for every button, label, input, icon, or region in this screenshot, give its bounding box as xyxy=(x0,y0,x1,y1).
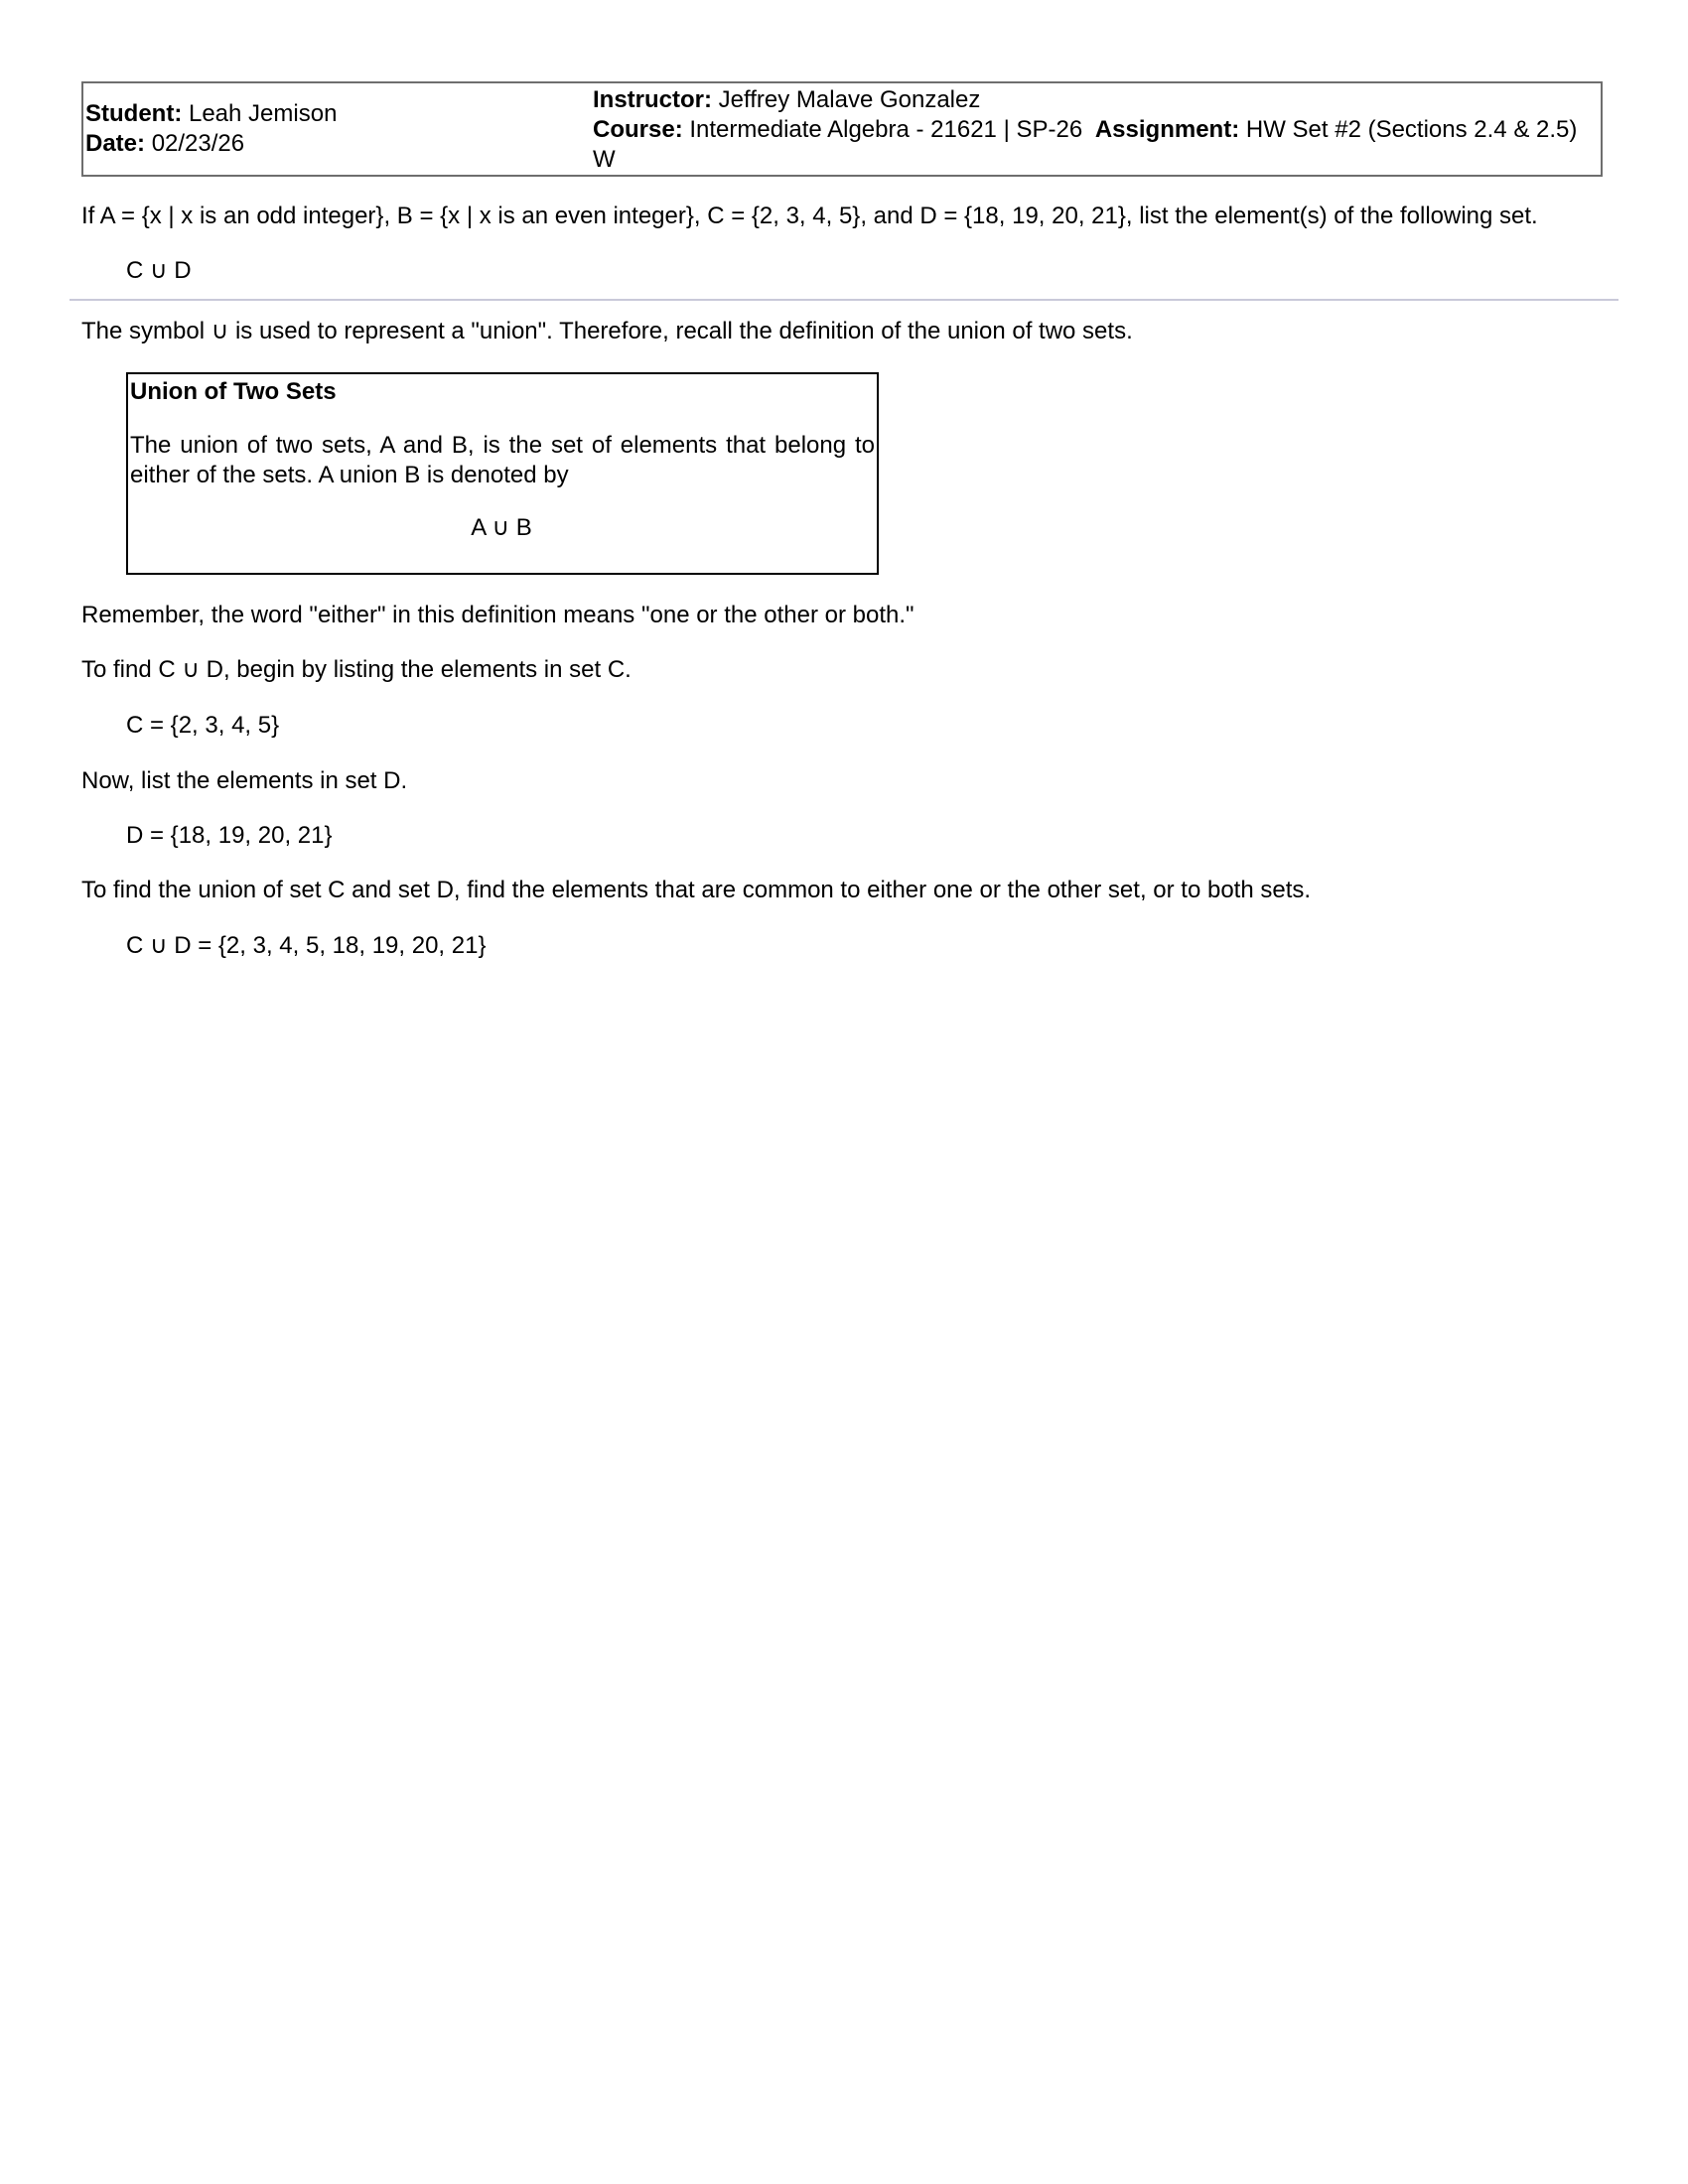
assignment-label: Assignment: xyxy=(1094,116,1240,143)
definition-title: Union of Two Sets xyxy=(130,378,337,405)
definition-notation: A ∪ B xyxy=(471,514,532,541)
instructor-label: Instructor: xyxy=(593,86,712,113)
step-c-text: To find C ∪ D, begin by listing the elements in set C. xyxy=(81,656,632,683)
definition-body: The union of two sets, A and B, is the set of elements that belong to either of the sets. A union B is denoted by xyxy=(130,432,875,488)
student-name: Leah Jemison xyxy=(188,100,338,127)
instructor-name: Jeffrey Malave Gonzalez xyxy=(718,86,981,113)
course-label: Course: xyxy=(593,116,683,143)
question-expression: C ∪ D xyxy=(126,257,192,284)
course-value: Intermediate Algebra - 21621 | SP-26 xyxy=(689,116,1083,143)
separator-line xyxy=(70,299,1618,301)
assignment-continuation: W xyxy=(593,146,616,173)
student-line xyxy=(85,100,337,129)
union-result: C ∪ D = {2, 3, 4, 5, 18, 19, 20, 21} xyxy=(126,932,487,959)
definition-box xyxy=(126,372,879,575)
solution-intro: The symbol ∪ is used to represent a "union". Therefore, recall the definition of the union of two sets. xyxy=(81,318,1133,344)
set-d-listing: D = {18, 19, 20, 21} xyxy=(126,822,333,849)
course-line xyxy=(593,116,1577,145)
assignment-value: HW Set #2 (Sections 2.4 & 2.5) xyxy=(1245,116,1578,143)
set-c-listing: C = {2, 3, 4, 5} xyxy=(126,712,280,739)
date-line xyxy=(85,130,244,159)
date-value: 02/23/26 xyxy=(151,130,245,157)
step-union-text: To find the union of set C and set D, find the elements that are common to either one or the other set, or to both sets. xyxy=(81,877,1312,903)
question-prompt: If A = {x | x is an odd integer}, B = {x | x is an even integer}, C = {2, 3, 4, 5}, and D = {18, 19, 20, 21}, list the element(s) of the following set. xyxy=(81,203,1538,229)
instructor-line xyxy=(593,86,980,115)
remember-note: Remember, the word "either" in this definition means "one or the other or both." xyxy=(81,602,914,628)
step-d-text: Now, list the elements in set D. xyxy=(81,767,408,794)
student-label: Student: xyxy=(85,100,183,127)
date-label: Date: xyxy=(85,130,146,157)
